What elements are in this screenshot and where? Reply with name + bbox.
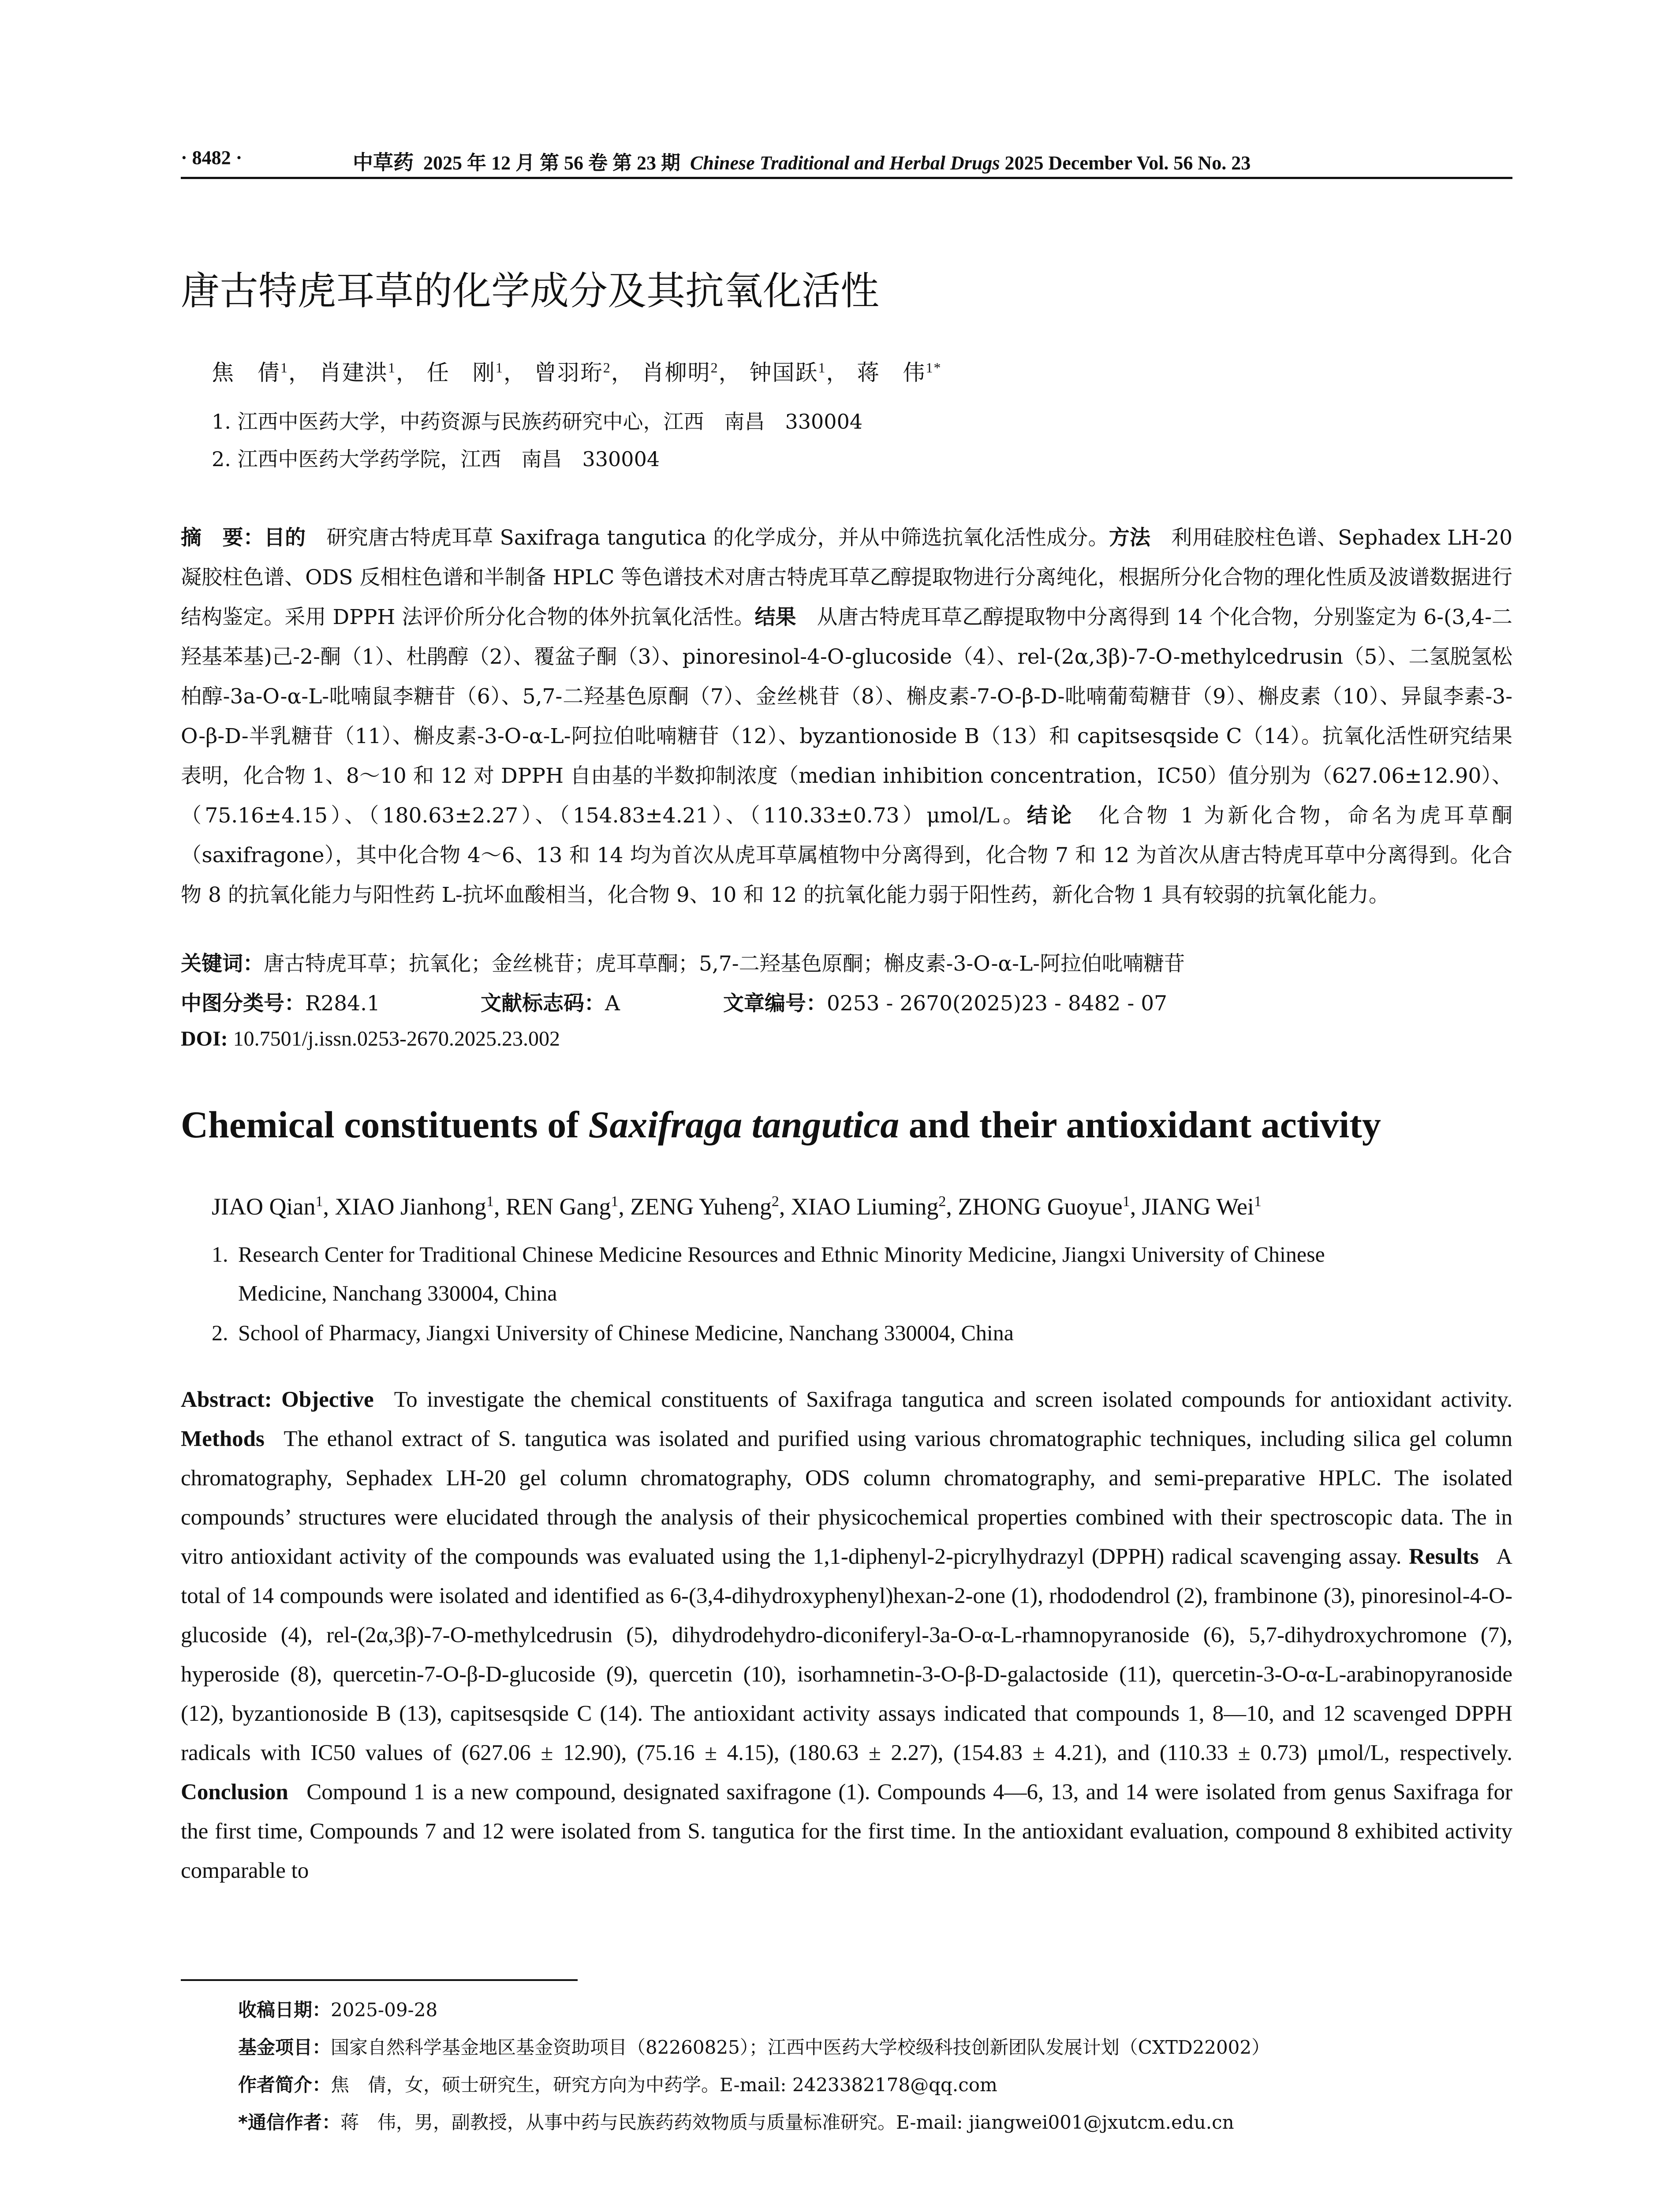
conclusion-label: 结论 [1027,804,1075,828]
author-cn: 蒋 伟 [857,360,926,385]
author-en: JIAO Qian [212,1193,316,1220]
results-text: A total of 14 compounds were isolated and identified as 6-(3,4-dihydroxyphenyl)hexan-2-one (1), rhododendrol (2), frambinone (3), pinoresinol-4-O-glucoside (4), rel-(2α,3β)-7-O-methylcedrusin (5), dihydrodehydro-diconiferyl-3a-O-α-L-rhamnopyranoside (6), 5,7-dihydroxychromone (7), hyperoside (8), quercetin-7-O-β-D-glucoside (9), quercetin (10), isorhamnetin-3-O-β-D-galactoside (11), quercetin-3-O-α-L-arabinopyranoside (12), byzantionoside B (13), capitsesqside C (14). The antioxidant activity assays indicated that compounds 1, 8—10, and 12 scavenged DPPH radicals with IC50 values of (627.06 ± 12.90), (75.16 ± 4.15), (180.63 ± 2.27), (154.83 ± 4.21), and (110.33 ± 0.73) μmol/L, respectively. [181,1544,1513,1765]
footnote-text: 焦 倩，女，硕士研究生，研究方向为中药学。E-mail: 2423382178@qq.com [331,2074,997,2096]
author-aff: 1 [280,359,288,376]
footnote-text: 2025-09-28 [331,1999,438,2021]
affiliation-cn-2: 2. 江西中医药大学药学院，江西 南昌 330004 [212,447,660,471]
aff-number: 2. [212,1320,228,1345]
doc-code-value: A [605,991,620,1016]
objective-text: To investigate the chemical constituents of Saxifraga tangutica and screen isolated compounds for antioxidant activity. [394,1387,1512,1412]
author-en: REN Gang [505,1193,611,1220]
authors-chinese: 焦 倩$^1$， 肖建洪$^1$， 任 刚$^1$， 曾羽珩$^2$， 肖柳明$^2$， 钟国跃$^1$， 蒋 伟$^{1*}$ [212,359,942,385]
clc-label: 中图分类号： [181,991,305,1016]
author-aff: 1 [818,359,826,376]
conclusion-text: Compound 1 is a new compound, designated saxifragone (1). Compounds 4—6, 13, and 14 were isolated from genus Saxifraga for the first time, Compounds 7 and 12 were isolated from S. tangutica for the first time. In the antioxidant evaluation, compound 8 exhibited activity comparable to [181,1780,1512,1883]
objective-label: Objective [281,1387,374,1412]
footnote-label: *通信作者： [238,2112,340,2133]
footnote-author-bio [238,2070,997,2097]
results-label: Results [1409,1544,1479,1569]
author-en: ZHONG Guoyue [958,1193,1123,1220]
author-aff: 1 [1122,1193,1130,1210]
conclusion-label: Conclusion [181,1780,288,1805]
author-aff: 2 [771,1193,779,1210]
title-en-part2: and their antioxidant activity [899,1103,1381,1146]
methods-text: The ethanol extract of S. tangutica was isolated and purified using various chromatographic techniques, including silica gel column chromatography, Sephadex LH-20 gel column chromatography, ODS column chromatography, and semi-preparative HPLC. The isolated compounds’ structures were elucidated through the analysis of their physicochemical properties combined with their spectroscopic data. The in vitro antioxidant activity of the compounds was evaluated using the 1,1-diphenyl-2-picrylhydrazyl (DPPH) radical scavenging assay. [181,1427,1512,1569]
author-cn: 曾羽珩 [534,360,603,385]
methods-label: 方法 [1109,526,1151,550]
article-no-value: 0253 - 2670(2025)23 - 8482 - 07 [827,991,1168,1016]
aff-line: Research Center for Traditional Chinese Medicine Resources and Ethnic Minority Medicine, Jiangxi University of Chinese [238,1242,1325,1267]
journal-name-en: Chinese Traditional and Herbal Drugs [690,152,1000,174]
author-aff: 1 [315,1193,323,1210]
abstract-label: 摘 要： [181,526,264,550]
author-aff: 2 [938,1193,946,1210]
author-aff: 1 [388,359,396,376]
header-rule [181,177,1512,179]
title-chinese: 唐古特虎耳草的化学成分及其抗氧化活性 [181,268,880,314]
doi-line [181,1027,560,1051]
keywords-text: 唐古特虎耳草；抗氧化；金丝桃苷；虎耳草酮；5,7-二羟基色原酮；槲皮素-3-O-α-L-阿拉伯吡喃糖苷 [264,952,1185,976]
author-en: JIANG Wei [1142,1193,1254,1220]
issue-en: 2025 December Vol. 56 No. 23 [1004,152,1251,174]
author-cn: 钟国跃 [749,360,818,385]
author-cn: 肖建洪 [319,360,388,385]
authors-english: JIAO Qian$^1$, XIAO Jianhong$^1$, REN Gang$^1$, ZENG Yuheng$^2$, XIAO Liuming$^2$, ZHONG Guoyue$^1$, JIANG Wei$^1$ [212,1193,1262,1220]
page-number: · 8482 · [181,147,243,168]
author-aff: 2 [603,359,611,376]
footnote-rule [181,1979,578,1981]
footnote-label: 收稿日期： [238,1999,331,2021]
doi-label: DOI: [181,1027,228,1050]
author-aff: 2 [710,359,719,376]
affiliation-en-2 [212,1313,1512,1352]
author-en: XIAO Jianhong [335,1193,486,1220]
article-no-label: 文章编号： [723,991,827,1016]
abstract-chinese [181,518,1512,915]
aff-line: Medicine, Nanchang 330004, China [238,1281,557,1305]
keywords-chinese [181,947,1512,977]
footnote-text: 蒋 伟，男，副教授，从事中药与民族药药效物质与质量标准研究。E-mail: jiangwei001@jxutcm.edu.cn [340,2112,1234,2133]
author-aff: 1 [611,1193,619,1210]
title-en-part1: Chemical constituents of [181,1103,589,1146]
author-en: ZENG Yuheng [630,1193,772,1220]
footnote-text: 国家自然科学基金地区基金资助项目（82260825）；江西中医药大学校级科技创新团队发展计划（CXTD22002） [331,2037,1270,2058]
author-cn: 任 刚 [426,360,496,385]
author-aff: 1* [926,359,942,376]
clc-value: R284.1 [305,991,380,1016]
footnote-label: 作者简介： [238,2074,331,2096]
footnote-received [238,1996,437,2022]
running-head [181,146,1512,177]
title-english [181,1102,1381,1147]
author-cn: 肖柳明 [642,360,711,385]
aff-line: School of Pharmacy, Jiangxi University of Chinese Medicine, Nanchang 330004, China [238,1320,1014,1345]
results-label: 结果 [754,605,796,629]
objective-text: 研究唐古特虎耳草 Saxifraga tangutica 的化学成分，并从中筛选抗氧化活性成分。 [326,526,1109,550]
journal-name-cn: 中草药 [353,150,414,174]
footnote-funding [238,2033,1270,2059]
keywords-label: 关键词： [181,952,264,976]
results-text: 从唐古特虎耳草乙醇提取物中分离得到 14 个化合物，分别鉴定为 6-(3,4-二羟基苯基)己-2-酮（1）、杜鹃醇（2）、覆盆子酮（3）、pinoresinol-4-O-glucoside（4）、rel-(2α,3β)-7-O-methylcedrusin（5）、二氢脱氢松柏醇-3a-O-α-L-吡喃鼠李糖苷（6）、5,7-二羟基色原酮（7）、金丝桃苷（8）、槲皮素-7-O-β-D-吡喃葡萄糖苷（9）、槲皮素（10）、异鼠李素-3-O-β-D-半乳糖苷（11）、槲皮素-3-O-α-L-阿拉伯吡喃糖苷（12）、byzantionoside B（13）和 capitsesqside C（14）。抗氧化活性研究结果表明，化合物 1、8～10 和 12 对 DPPH 自由基的半数抑制浓度（median inhibition concentration，IC50）值分别为（627.06±12.90）、（75.16±4.15）、（180.63±2.27）、（154.83±4.21）、（110.33±0.73）μmol/L。 [181,605,1513,828]
conclusion-text: 化合物 1 为新化合物，命名为虎耳草酮（saxifragone），其中化合物 4～6、13 和 14 均为首次从虎耳草属植物中分离得到，化合物 7 和 12 为首次从唐古特虎耳草中分离得到。化合物 8 的抗氧化能力与阳性药 L-抗坏血酸相当，化合物 9、10 和 12 的抗氧化能力弱于阳性药，新化合物 1 具有较弱的抗氧化能力。 [181,804,1512,907]
doc-code-label: 文献标志码： [481,991,605,1016]
abstract-label: Abstract: [181,1387,272,1412]
footnote-label: 基金项目： [238,2037,331,2058]
author-en: XIAO Liuming [791,1193,939,1220]
journal-citation [353,146,1251,176]
author-aff: 1 [495,359,504,376]
issue-cn: 2025 年 12 月 第 56 卷 第 23 期 [423,152,680,174]
classification-line [181,987,1512,1017]
doi-value[interactable]: 10.7501/j.issn.0253-2670.2025.23.002 [233,1027,560,1050]
footnote-corresponding [238,2108,1234,2134]
abstract-english [181,1380,1512,1891]
author-aff: 1 [1254,1193,1262,1210]
objective-label: 目的 [264,526,306,550]
author-aff: 1 [486,1193,494,1210]
title-en-species: Saxifraga tangutica [588,1103,900,1146]
affiliation-cn-1: 1. 江西中医药大学，中药资源与民族药研究中心，江西 南昌 330004 [212,410,863,434]
affiliation-en-1 [212,1235,1512,1312]
methods-label: Methods [181,1427,265,1451]
aff-number: 1. [212,1242,228,1267]
author-cn: 焦 倩 [212,360,280,385]
methods-text: 利用硅胶柱色谱、Sephadex LH-20 凝胶柱色谱、ODS 反相柱色谱和半制备 HPLC 等色谱技术对唐古特虎耳草乙醇提取物进行分离纯化，根据所分化合物的理化性质及波谱数据进行结构鉴定。采用 DPPH 法评价所分化合物的体外抗氧化活性。 [181,526,1513,629]
